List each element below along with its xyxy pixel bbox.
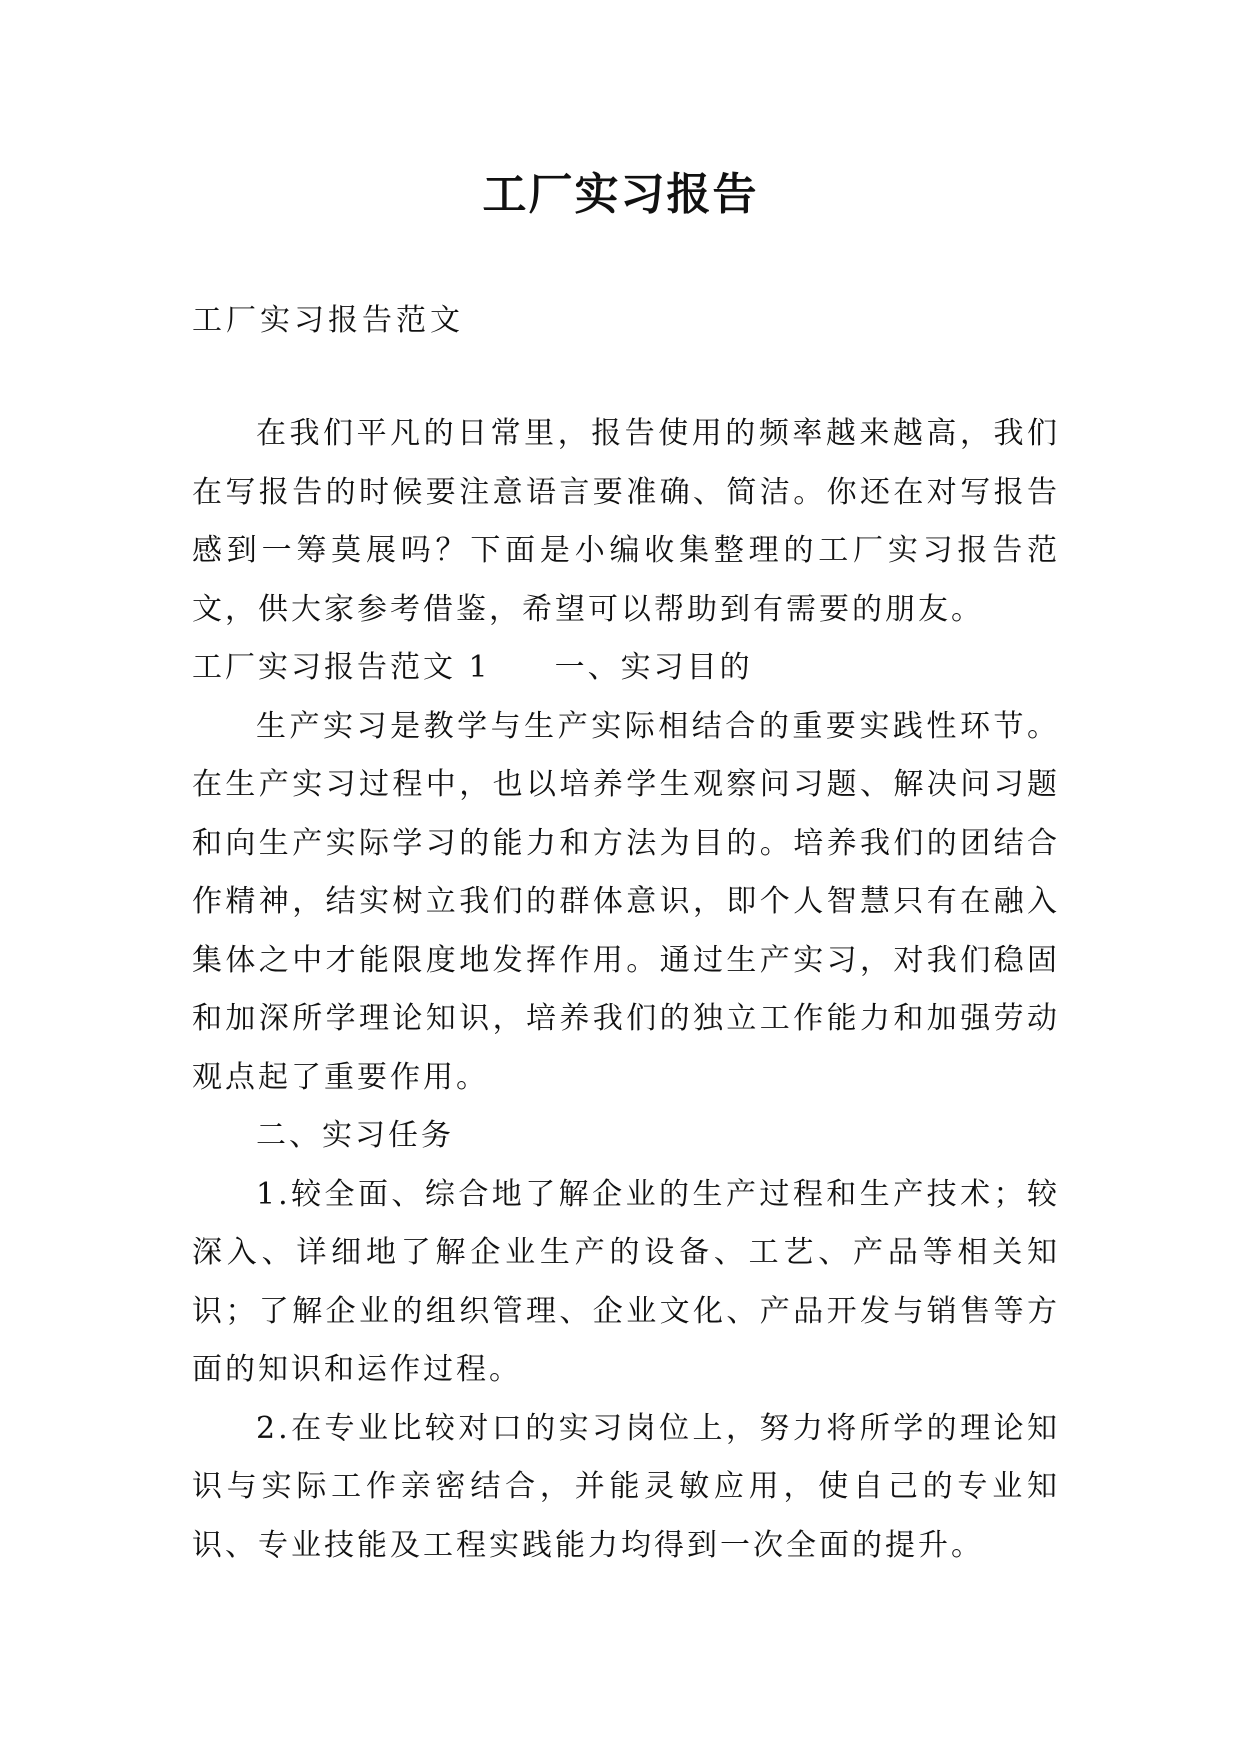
task-2-paragraph: 2.在专业比较对口的实习岗位上，努力将所学的理论知识与实际工作亲密结合，并能灵敏应用，使自己的专业知识、专业技能及工程实践能力均得到一次全面的提升。: [192, 1410, 1060, 1563]
section-2-heading: 二、实习任务: [256, 1118, 454, 1153]
document-title: 工厂实习报告: [482, 169, 759, 220]
document-body: [192, 405, 1060, 1575]
section-1-row: [192, 639, 1060, 698]
section-1-label: 工厂实习报告范文 1: [192, 650, 491, 685]
document-subtitle: 工厂实习报告范文: [192, 303, 464, 338]
task-1-paragraph: 1.较全面、综合地了解企业的生产过程和生产技术；较深入、详细地了解企业生产的设备、工艺、产品等相关知识；了解企业的组织管理、企业文化、产品开发与销售等方面的知识和运作过程。: [192, 1176, 1060, 1387]
purpose-paragraph: 生产实习是教学与生产实际相结合的重要实践性环节。在生产实习过程中，也以培养学生观察问习题、解决问习题和向生产实际学习的能力和方法为目的。培养我们的团结合作精神，结实树立我们的群体意识，即个人智慧只有在融入集体之中才能限度地发挥作用。通过生产实习，对我们稳固和加深所学理论知识，培养我们的独立工作能力和加强劳动观点起了重要作用。: [192, 708, 1060, 1095]
section-1-heading: 一、实习目的: [554, 650, 753, 685]
intro-paragraph: 在我们平凡的日常里，报告使用的频率越来越高，我们在写报告的时候要注意语言要准确、简洁。你还在对写报告感到一筹莫展吗？下面是小编收集整理的工厂实习报告范文，供大家参考借鉴，希望可以帮助到有需要的朋友。: [192, 416, 1060, 627]
